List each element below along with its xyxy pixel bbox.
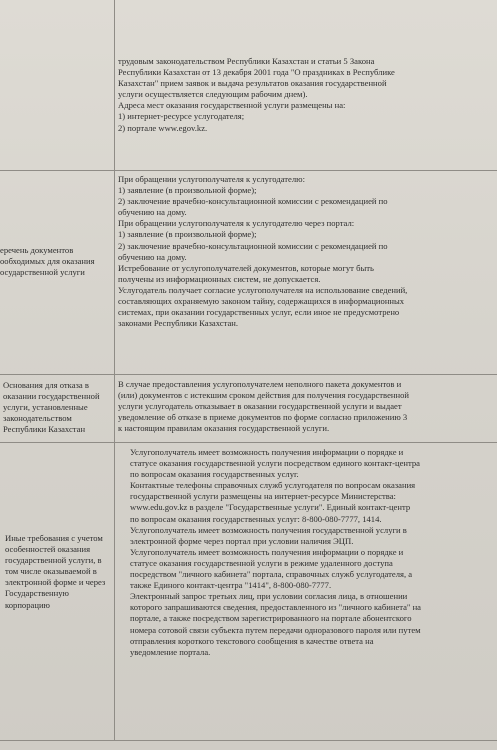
text-line: услуги услугодатель отказывает в оказании государственной услуги и выдает [118,401,402,412]
text-line: составляющих охраняемую законом тайну, содержащихся в информационных [118,296,405,307]
label-line: Государственную [5,588,69,599]
label-line: ообходимых для оказания [0,256,95,267]
text-line: получены из информационных систем, не допускается. [118,273,321,284]
text-line: (или) документов с истекшим сроком действия для получения государственной [118,390,409,401]
text-line: www.edu.gov.kz в разделе "Государственные услуги". Единый контакт-центр [130,502,411,513]
column-divider [114,0,115,740]
text-line: трудовым законодательством Республики Казахстан и статьи 5 Закона [118,56,375,66]
text-line: по вопросам оказания государственных услуг. [130,469,299,480]
text-line: Услугополучатель имеет возможность получения информации о порядке и [130,546,404,557]
text-line: номера сотовой связи субъекта путем передачи одноразового пароля или путем [130,624,421,635]
text-line: Адреса мест оказания государственной услуги размещены на: [118,100,346,111]
text-line: 2) заключение врачебно-консультационной комиссии с рекомендацией по [118,240,388,251]
documents-label [0,245,112,278]
text-line: посредством "личного кабинета" портала, справочных служб услугодателя, а [130,569,413,580]
text-line: 1) заявление (в произвольной форме); [118,229,257,240]
label-line: государственной услуги, в [5,555,102,566]
text-line: 1) интернет-ресурсе услугодателя; [118,111,245,122]
row-divider-4 [0,740,497,741]
text-line: уведомление об отказе в приеме документов по форме согласно приложению 3 [118,412,408,423]
refusal-content [118,379,492,434]
text-line: При обращении услугополучателя к услугодателю: [118,174,305,184]
text-line: Республики Казахстан от 13 декабря 2001 года "О праздниках в Республике [118,67,395,78]
label-line: оказании государственной [3,391,100,402]
label-line: законодательством [3,413,72,424]
row-divider-1 [0,170,497,171]
label-line: корпорацию [5,599,50,610]
text-line: Истребование от услугополучателей документов, которые могут быть [118,262,374,273]
text-line: обучению на дому. [118,207,187,218]
label-line: Республики Казахстан [3,424,86,435]
text-line: услуги осуществляется следующим рабочим днем). [118,89,308,100]
text-line: При обращении услугополучателя к услугодателю через портал: [118,218,355,229]
label-line: особенностей оказания [5,544,91,555]
text-line: Услугодатель получает согласие услугополучателя на использование сведений, [118,284,408,295]
text-line: Услугополучатель имеет возможность получения информации о порядке и [130,447,404,457]
text-line: по вопросам оказания государственных услуг: 8-800-080-7777, 1414. [130,513,382,524]
text-line: к настоящим правилам оказания государственной услуги. [118,423,330,434]
refusal-label [3,380,115,435]
text-line: статусе оказания государственной услуги в режиме удаленного доступа [130,557,393,568]
text-line: электронной форме через портал при условии наличия ЭЦП. [130,535,354,546]
row-divider-3 [0,442,497,443]
text-line: государственной услуги размещены на интернет-ресурсе Министерства: [130,491,396,502]
text-line: В случае предоставления услугополучателем неполного пакета документов и [118,379,402,389]
label-line: осударственной услуги [0,267,85,278]
text-line: Услугополучатель имеет возможность получения государственной услуги в [130,524,407,535]
text-line: которого запрашиваются сведения, предоставленного из "личного кабинета" на [130,602,421,613]
text-line: Казахстан" прием заявок и выдача результатов оказания государственной [118,78,387,89]
label-line: еречень документов [0,245,74,255]
text-line: 1) заявление (в произвольной форме); [118,185,257,196]
text-line: отправления короткого текстового сообщения в качестве ответа на [130,635,374,646]
text-line: обучению на дому. [118,251,187,262]
other-requirements-label [5,533,117,611]
text-line: 2) заключение врачебно-консультационной комиссии с рекомендацией по [118,196,388,207]
label-line: Основания для отказа в [3,380,89,390]
label-line: том числе оказываемой в [5,566,97,577]
text-line: уведомление портала. [130,646,211,657]
label-line: услуги, установленные [3,402,88,413]
text-line: портале, а также посредством зарегистрированного на портале абонентского [130,613,412,624]
label-line: электронной форме и через [5,577,106,588]
text-line: Контактные телефоны справочных служб услугодателя по вопросам оказания [130,480,416,491]
row-divider-2 [0,374,497,375]
text-line: 2) портале www.egov.kz. [118,122,208,133]
label-line: Иные требования с учетом [5,533,103,543]
text-line: также Единого контакт-центра "1414", 8-800-080-7777. [130,580,332,591]
text-line: законами Республики Казахстан. [118,318,239,329]
text-line: статусе оказания государственной услуги посредством единого контакт-центра [130,458,420,469]
text-line: Электронный запрос третьих лиц, при условии согласия лица, в отношении [130,591,408,602]
documents-content [118,174,490,329]
text-line: системах, при оказании государственных услуг, если иное не предусмотрено [118,307,400,318]
row-top-content [118,56,490,134]
other-requirements-content [130,447,490,658]
